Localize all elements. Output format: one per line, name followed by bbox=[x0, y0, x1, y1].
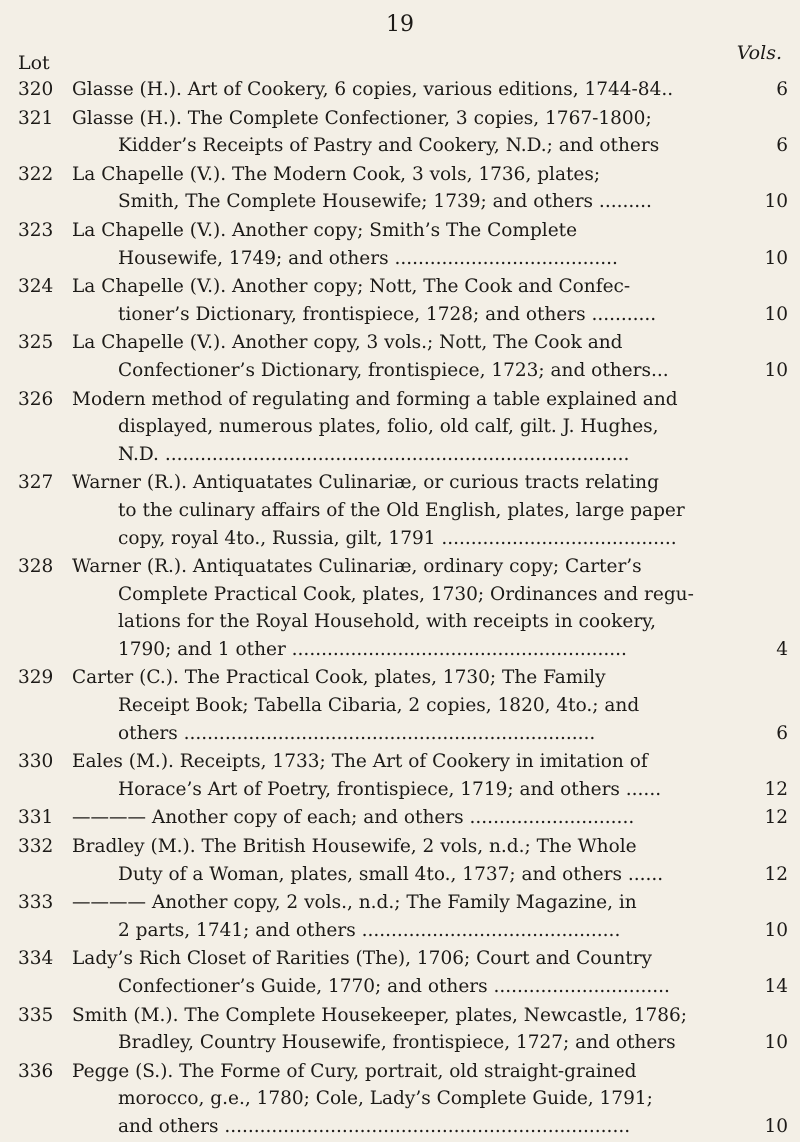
page-number: 19 bbox=[386, 12, 414, 37]
lot-number: 324 bbox=[18, 276, 54, 298]
catalogue-entry bbox=[18, 553, 788, 663]
vols-count: 10 bbox=[764, 191, 788, 213]
bleed-through-decoration bbox=[0, 965, 800, 1054]
vols-count: 12 bbox=[764, 778, 788, 800]
description-line: Smith (M.). The Complete Housekeeper, plates, Newcastle, 1786; bbox=[72, 1004, 688, 1026]
description-line: Confectioner’s Dictionary, frontispiece, 1723; and others... bbox=[118, 359, 669, 381]
catalogue-entry bbox=[18, 469, 788, 552]
catalogue-entry bbox=[18, 217, 788, 272]
vols-count: 10 bbox=[764, 303, 788, 325]
vols-count: 14 bbox=[764, 976, 788, 997]
catalogue-entry bbox=[18, 748, 788, 803]
description-line: 2 parts, 1741; and others ............................................ bbox=[118, 919, 621, 941]
lot-number: 322 bbox=[18, 163, 54, 185]
lot-number: 332 bbox=[18, 836, 54, 858]
lot-description bbox=[72, 329, 762, 384]
lot-number: 333 bbox=[18, 892, 54, 914]
description-line: Warner (R.). Antiquatates Culinariæ, ordinary copy; Carter’s bbox=[72, 556, 642, 578]
vols-count: 10 bbox=[764, 1032, 788, 1054]
lot-description bbox=[72, 105, 762, 160]
lot-description bbox=[72, 748, 762, 803]
lot-number: 331 bbox=[18, 807, 54, 829]
vols-count: 10 bbox=[764, 919, 788, 941]
description-line: Confectioner’s Guide, 1770; and others .............................. bbox=[118, 976, 670, 997]
catalogue-entry bbox=[18, 386, 788, 469]
lot-number: 335 bbox=[18, 1004, 54, 1026]
catalogue-entry bbox=[18, 273, 788, 328]
lot-description bbox=[72, 76, 762, 104]
description-line: Lady’s Rich Closet of Rarities (The), 1706; Court and Country bbox=[72, 948, 652, 970]
description-line: Kidder’s Receipts of Pastry and Cookery, N.D.; and others bbox=[118, 135, 660, 157]
description-line: Bradley, Country Housewife, frontispiece, 1727; and others bbox=[118, 1032, 676, 1054]
vols-count: 6 bbox=[776, 79, 788, 100]
description-line: lations for the Royal Household, with receipts in cookery, bbox=[118, 611, 657, 633]
description-line: Smith, The Complete Housewife; 1739; and others ......... bbox=[118, 191, 652, 213]
vols-count: 12 bbox=[764, 807, 788, 829]
lot-number: 321 bbox=[18, 107, 54, 129]
lot-number: 336 bbox=[18, 1060, 54, 1082]
catalogue-entry bbox=[18, 664, 788, 747]
catalogue-entry bbox=[18, 105, 788, 160]
vols-count: 4 bbox=[776, 638, 788, 660]
lot-number: 334 bbox=[18, 948, 54, 970]
description-line: tioner’s Dictionary, frontispiece, 1728; and others ........... bbox=[118, 303, 657, 325]
description-line: and others ..................................................................... bbox=[118, 1115, 631, 1137]
description-line: N.D. ............................................................................... bbox=[118, 443, 630, 465]
lot-description bbox=[72, 161, 762, 216]
catalogue-entry bbox=[18, 1058, 788, 1141]
description-line: displayed, numerous plates, folio, old calf, gilt. J. Hughes, bbox=[118, 416, 659, 438]
lot-description bbox=[72, 273, 762, 328]
description-line: Duty of a Woman, plates, small 4to., 1737; and others ...... bbox=[118, 863, 664, 885]
lot-number: 326 bbox=[18, 388, 54, 410]
description-line: Glasse (H.). The Complete Confectioner, 3 copies, 1767-1800; bbox=[72, 107, 652, 129]
vols-count: 6 bbox=[776, 135, 788, 157]
vols-column-header: Vols. bbox=[736, 42, 782, 64]
vols-count: 10 bbox=[764, 359, 788, 381]
description-line: Carter (C.). The Practical Cook, plates, 1730; The Family bbox=[72, 667, 606, 689]
description-line: 1790; and 1 other ......................................................... bbox=[118, 638, 627, 660]
description-line: Complete Practical Cook, plates, 1730; Ordinances and regu- bbox=[118, 583, 694, 605]
description-line: Modern method of regulating and forming a table explained and bbox=[72, 388, 678, 410]
description-line: ———— Another copy, 2 vols., n.d.; The Family Magazine, in bbox=[72, 892, 637, 914]
description-line: Housewife, 1749; and others ...................................... bbox=[118, 247, 618, 269]
description-line: copy, royal 4to., Russia, gilt, 1791 ........................................ bbox=[118, 527, 677, 549]
lot-description bbox=[72, 1058, 762, 1141]
lot-description bbox=[72, 553, 762, 663]
description-line: Pegge (S.). The Forme of Cury, portrait, old straight-grained bbox=[72, 1060, 637, 1082]
vols-count: 10 bbox=[764, 247, 788, 269]
lot-description bbox=[72, 664, 762, 747]
description-line: to the culinary affairs of the Old English, plates, large paper bbox=[118, 499, 685, 521]
lot-description bbox=[72, 386, 762, 469]
description-line: others ...................................................................... bbox=[118, 722, 596, 744]
lot-number: 330 bbox=[18, 751, 54, 773]
catalogue-entry bbox=[18, 804, 788, 832]
lot-description bbox=[72, 804, 762, 832]
description-line: Warner (R.). Antiquatates Culinariæ, or curious tracts relating bbox=[72, 472, 659, 494]
lot-number: 325 bbox=[18, 332, 54, 354]
description-line: Receipt Book; Tabella Cibaria, 2 copies, 1820, 4to.; and bbox=[118, 695, 640, 717]
description-line: La Chapelle (V.). Another copy; Smith’s The Complete bbox=[72, 219, 578, 241]
lot-number: 329 bbox=[18, 667, 54, 689]
catalogue-entry bbox=[18, 76, 788, 104]
description-line: La Chapelle (V.). The Modern Cook, 3 vols, 1736, plates; bbox=[72, 163, 601, 185]
description-line: morocco, g.e., 1780; Cole, Lady’s Complete Guide, 1791; bbox=[118, 1088, 653, 1110]
lot-description bbox=[72, 889, 762, 944]
vols-count: 10 bbox=[764, 1115, 788, 1137]
lot-description bbox=[72, 833, 762, 888]
catalogue-entry bbox=[18, 161, 788, 216]
vols-count: 12 bbox=[764, 863, 788, 885]
description-line: La Chapelle (V.). Another copy; Nott, The Cook and Confec- bbox=[72, 276, 631, 298]
lot-description bbox=[72, 469, 762, 552]
catalogue-entry bbox=[18, 833, 788, 888]
lot-number: 328 bbox=[18, 556, 54, 578]
vols-count: 6 bbox=[776, 722, 788, 744]
catalogue-entry bbox=[18, 329, 788, 384]
lot-number: 327 bbox=[18, 472, 54, 494]
description-line: ———— Another copy of each; and others ............................ bbox=[72, 807, 635, 829]
description-line: Eales (M.). Receipts, 1733; The Art of Cookery in imitation of bbox=[72, 751, 648, 773]
description-line: Horace’s Art of Poetry, frontispiece, 1719; and others ...... bbox=[118, 778, 662, 800]
description-line: Bradley (M.). The British Housewife, 2 vols, n.d.; The Whole bbox=[72, 836, 637, 858]
description-line: Glasse (H.). Art of Cookery, 6 copies, various editions, 1744-84.. bbox=[72, 79, 674, 100]
lot-number: 323 bbox=[18, 219, 54, 241]
description-line: La Chapelle (V.). Another copy, 3 vols.; Nott, The Cook and bbox=[72, 332, 623, 354]
lot-number: 320 bbox=[18, 79, 54, 100]
lot-column-header: Lot bbox=[18, 52, 50, 74]
lot-description bbox=[72, 217, 762, 272]
catalogue-entry bbox=[18, 889, 788, 944]
